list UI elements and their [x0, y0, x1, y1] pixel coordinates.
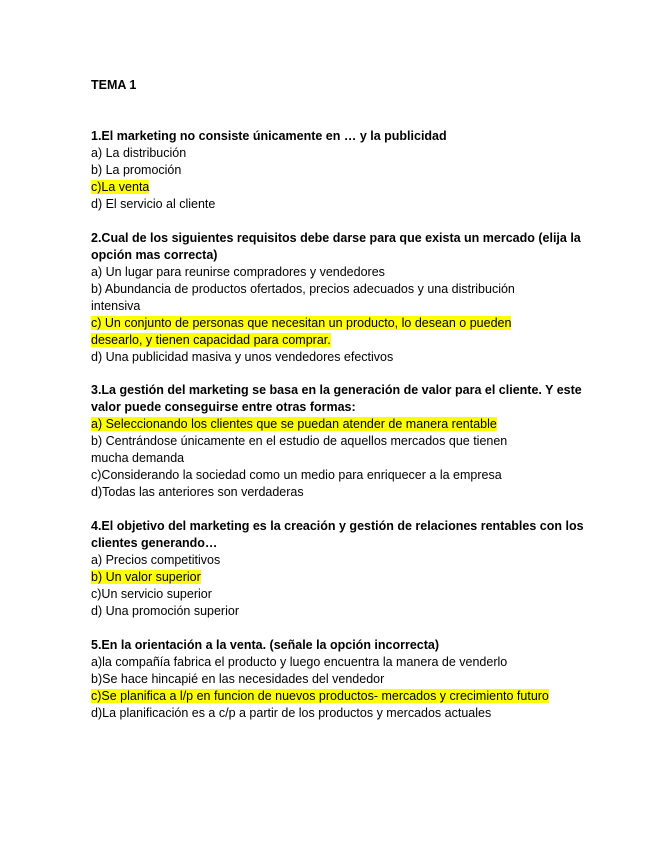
question-2 — [91, 230, 581, 366]
answer-option-text: d) Una promoción superior — [91, 604, 239, 618]
question-1 — [91, 128, 571, 213]
answer-option — [91, 603, 571, 620]
question-text: 4.El objetivo del marketing es la creación y gestión de relaciones rentables con los — [91, 519, 584, 533]
answer-option-highlighted — [91, 179, 571, 196]
answer-option-text: d) El servicio al cliente — [91, 197, 216, 211]
answer-option-highlighted — [91, 416, 571, 433]
answer-option — [91, 298, 571, 315]
answer-option — [91, 654, 571, 671]
question-text: 2.Cual de los siguientes requisitos debe darse para que exista un mercado (elija la — [91, 231, 581, 245]
answer-option — [91, 145, 571, 162]
answer-option-text: d)La planificación es a c/p a partir de los productos y mercados actuales — [91, 706, 492, 720]
answer-option-text: b)Se hace hincapié en las necesidades del vendedor — [91, 672, 385, 686]
answer-option — [91, 433, 571, 450]
answer-option — [91, 671, 571, 688]
answer-option-text: a) La distribución — [91, 146, 187, 160]
answer-option-text: d)Todas las anteriores son verdaderas — [91, 485, 304, 499]
answer-option-text: b) Abundancia de productos ofertados, precios adecuados y una distribución — [91, 282, 515, 296]
document-title: TEMA 1 — [91, 78, 137, 92]
answer-option-text: a) Precios competitivos — [91, 553, 221, 567]
answer-option — [91, 196, 571, 213]
question-5 — [91, 637, 571, 722]
question-text: clientes generando… — [91, 536, 218, 550]
answer-option-highlighted — [91, 569, 571, 586]
answer-option-text: b) Un valor superior — [91, 570, 201, 584]
question-text: opción mas correcta) — [91, 248, 218, 262]
answer-option — [91, 450, 571, 467]
answer-option — [91, 552, 571, 569]
question-text: 5.En la orientación a la venta. (señale la opción incorrecta) — [91, 638, 440, 652]
answer-option-text: b) Centrándose únicamente en el estudio de aquellos mercados que tienen — [91, 434, 508, 448]
answer-option-highlighted — [91, 332, 571, 349]
answer-option — [91, 162, 571, 179]
question-3 — [91, 382, 582, 501]
answer-option-text: b) La promoción — [91, 163, 182, 177]
answer-option-text: intensiva — [91, 299, 141, 313]
answer-option — [91, 586, 571, 603]
question-text: valor puede conseguirse entre otras formas: — [91, 400, 356, 414]
question-text: 1.El marketing no consiste únicamente en … y la publicidad — [91, 129, 447, 143]
answer-option — [91, 705, 571, 722]
answer-option-text: c)Se planifica a l/p en funcion de nuevos productos- mercados y crecimiento futuro — [91, 689, 549, 703]
question-4 — [91, 518, 584, 620]
answer-option-text: c)Considerando la sociedad como un medio para enriquecer a la empresa — [91, 468, 502, 482]
answer-option-text: mucha demanda — [91, 451, 185, 465]
answer-option — [91, 484, 571, 501]
answer-option-text: a)la compañía fabrica el producto y luego encuentra la manera de venderlo — [91, 655, 508, 669]
answer-option — [91, 264, 571, 281]
answer-option — [91, 281, 571, 298]
answer-option — [91, 467, 571, 484]
answer-option — [91, 349, 571, 366]
answer-option-highlighted — [91, 688, 571, 705]
question-text: 3.La gestión del marketing se basa en la generación de valor para el cliente. Y este — [91, 383, 582, 397]
answer-option-text: d) Una publicidad masiva y unos vendedores efectivos — [91, 350, 394, 364]
answer-option-highlighted — [91, 315, 571, 332]
answer-option-text: a) Un lugar para reunirse compradores y vendedores — [91, 265, 385, 279]
answer-option-text: desearlo, y tienen capacidad para comprar. — [91, 333, 331, 347]
answer-option-text: a) Seleccionando los clientes que se puedan atender de manera rentable — [91, 417, 497, 431]
answer-option-text: c)Un servicio superior — [91, 587, 212, 601]
answer-option-text: c)La venta — [91, 180, 150, 194]
answer-option-text: c) Un conjunto de personas que necesitan un producto, lo desean o pueden — [91, 316, 512, 330]
